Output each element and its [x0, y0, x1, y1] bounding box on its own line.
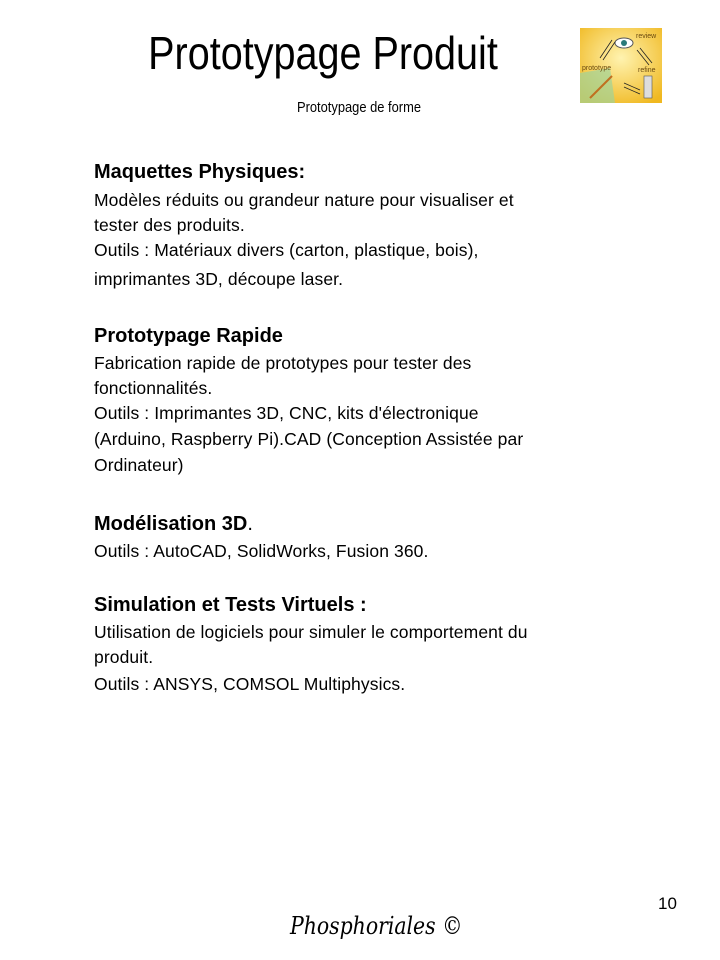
- page-title: Prototypage Produit: [148, 27, 498, 79]
- page-subtitle: Prototypage de forme: [296, 99, 422, 116]
- footer-brand: Phosphoriales ©: [290, 912, 463, 940]
- section-text: Modèles réduits ou grandeur nature pour visualiser et: [94, 190, 514, 210]
- section-heading: Simulation et Tests Virtuels :: [94, 594, 367, 616]
- section-text: (Arduino, Raspberry Pi).CAD (Conception Assistée par: [94, 429, 524, 449]
- section-heading: Prototypage Rapide: [94, 325, 283, 347]
- section-text: tester des produits.: [94, 215, 245, 235]
- section-text: produit.: [94, 647, 154, 667]
- svg-text:refine: refine: [638, 67, 656, 74]
- svg-text:prototype: prototype: [582, 65, 612, 72]
- section-text: Outils : Imprimantes 3D, CNC, kits d'électronique: [94, 403, 479, 423]
- section-text: fonctionnalités.: [94, 378, 213, 398]
- section-text: Outils : ANSYS, COMSOL Multiphysics.: [94, 674, 406, 694]
- section-heading: Modélisation 3D.: [94, 513, 253, 535]
- page-number: 10: [658, 894, 677, 913]
- section-text: Utilisation de logiciels pour simuler le comportement du: [94, 622, 528, 642]
- section-text: Fabrication rapide de prototypes pour tester des: [94, 353, 472, 373]
- svg-text:review: review: [636, 33, 657, 40]
- section-text: Outils : AutoCAD, SolidWorks, Fusion 360.: [94, 541, 429, 561]
- section-text: Ordinateur): [94, 455, 184, 475]
- section-text: Outils : Matériaux divers (carton, plastique, bois),: [94, 240, 479, 260]
- section-heading: Maquettes Physiques:: [94, 161, 306, 183]
- design-cycle-logo-icon: [580, 28, 662, 103]
- section-text: imprimantes 3D, découpe laser.: [94, 269, 344, 289]
